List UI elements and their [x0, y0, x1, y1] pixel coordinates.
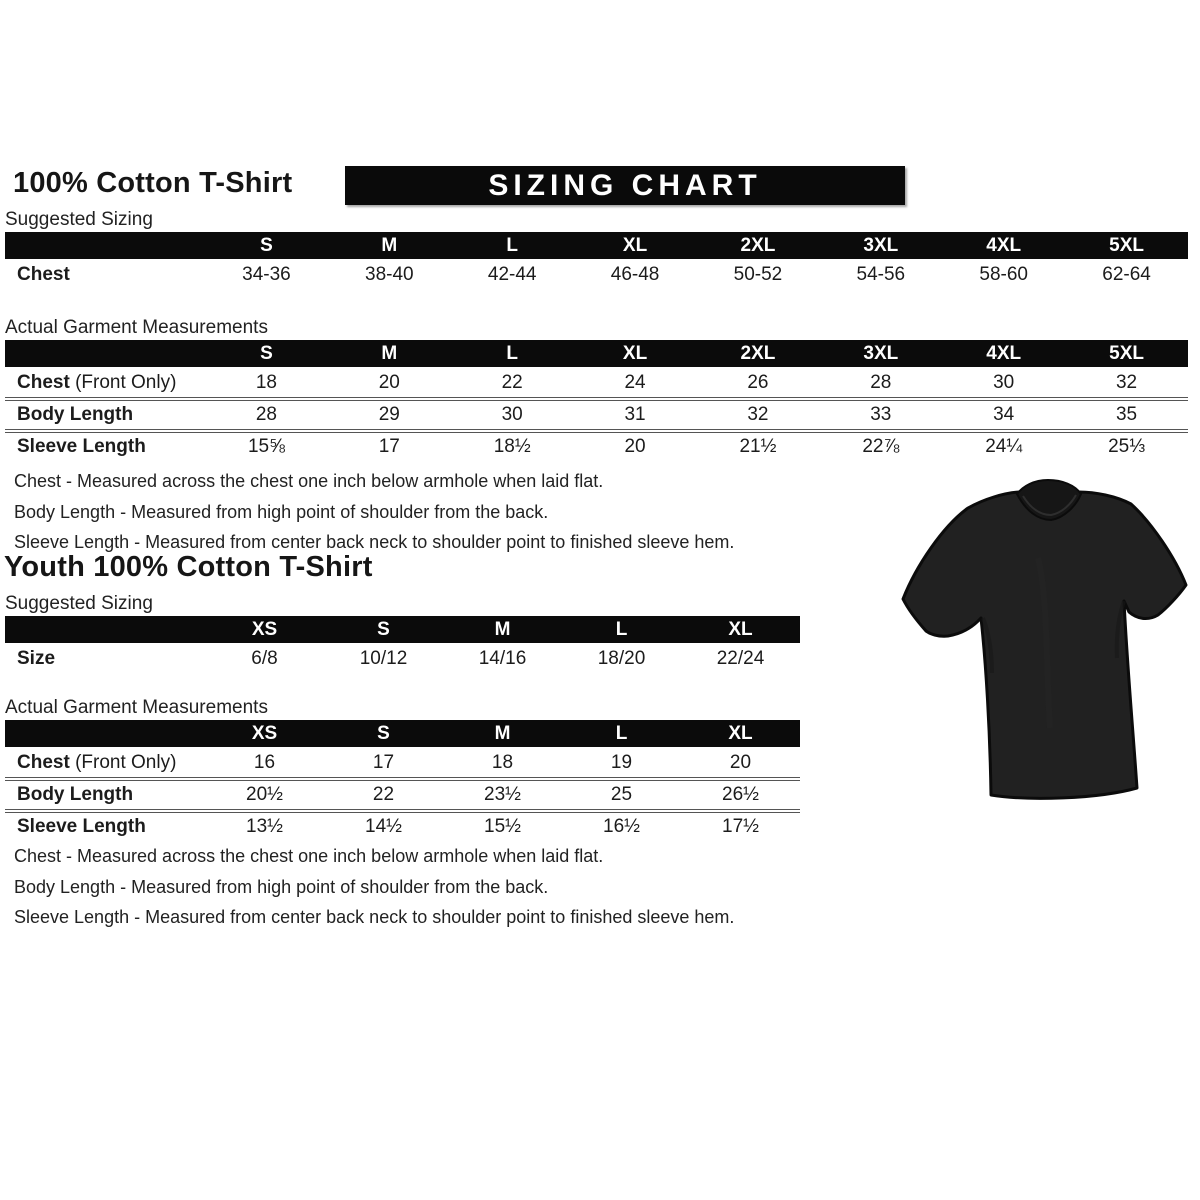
- cell-value: 32: [1065, 368, 1188, 399]
- cell-value: 6/8: [205, 644, 324, 673]
- row-label: Sleeve Length: [5, 431, 205, 461]
- cell-value: 14/16: [443, 644, 562, 673]
- adult-suggested-table: [5, 232, 1188, 289]
- column-header: M: [443, 720, 562, 748]
- adult-title: 100% Cotton T-Shirt: [13, 167, 293, 199]
- cell-value: 23½: [443, 779, 562, 811]
- column-header: 3XL: [819, 232, 942, 260]
- column-header: L: [451, 232, 574, 260]
- cell-value: 29: [328, 399, 451, 431]
- cell-value: 54-56: [819, 260, 942, 289]
- cell-value: 18½: [451, 431, 574, 461]
- adult-suggested-label: Suggested Sizing: [5, 209, 153, 230]
- cell-value: 19: [562, 748, 681, 779]
- cell-value: 18: [443, 748, 562, 779]
- cell-value: 20: [574, 431, 697, 461]
- column-header-spacer: [5, 616, 205, 644]
- cell-value: 10/12: [324, 644, 443, 673]
- column-header: 5XL: [1065, 340, 1188, 368]
- cell-value: 25: [562, 779, 681, 811]
- column-header: XL: [574, 340, 697, 368]
- adult-actual-table: [5, 340, 1188, 461]
- cell-value: 38-40: [328, 260, 451, 289]
- column-header: L: [451, 340, 574, 368]
- column-header: S: [205, 232, 328, 260]
- cell-value: 62-64: [1065, 260, 1188, 289]
- column-header: 2XL: [697, 232, 820, 260]
- column-header: XL: [681, 720, 800, 748]
- cell-value: 21½: [697, 431, 820, 461]
- column-header-spacer: [5, 340, 205, 368]
- measurement-note: Chest - Measured across the chest one inch below armhole when laid flat.: [14, 846, 604, 866]
- measurement-note: Body Length - Measured from high point of shoulder from the back.: [14, 501, 549, 522]
- measurement-note: Sleeve Length - Measured from center back neck to shoulder point to finished sleeve hem.: [14, 907, 735, 927]
- cell-value: 24: [574, 368, 697, 399]
- row-label: Chest (Front Only): [5, 368, 205, 399]
- column-header: 3XL: [819, 340, 942, 368]
- cell-value: 30: [451, 399, 574, 431]
- cell-value: 20: [681, 748, 800, 779]
- column-header: 4XL: [942, 340, 1065, 368]
- cell-value: 13½: [205, 811, 324, 841]
- cell-value: 18/20: [562, 644, 681, 673]
- column-header: S: [324, 616, 443, 644]
- cell-value: 31: [574, 399, 697, 431]
- table-row: [5, 811, 800, 841]
- cell-value: 20: [328, 368, 451, 399]
- cell-value: 33: [819, 399, 942, 431]
- cell-value: 28: [819, 368, 942, 399]
- table-row: [5, 644, 800, 673]
- black-tshirt-graphic: [888, 468, 1200, 820]
- adult-measurement-notes: [14, 466, 734, 558]
- column-header: 2XL: [697, 340, 820, 368]
- table-row: [5, 399, 1188, 431]
- cell-value: 20½: [205, 779, 324, 811]
- cell-value: 16: [205, 748, 324, 779]
- column-header: XL: [681, 616, 800, 644]
- youth-actual-label: Actual Garment Measurements: [5, 697, 268, 718]
- cell-value: 50-52: [697, 260, 820, 289]
- cell-value: 18: [205, 368, 328, 399]
- adult-actual-label: Actual Garment Measurements: [5, 317, 268, 338]
- cell-value: 22: [451, 368, 574, 399]
- cell-value: 58-60: [942, 260, 1065, 289]
- cell-value: 22: [324, 779, 443, 811]
- cell-value: 15½: [443, 811, 562, 841]
- cell-value: 42-44: [451, 260, 574, 289]
- table-row: [5, 260, 1188, 289]
- row-label: Size: [5, 644, 205, 673]
- measurement-note: Body Length - Measured from high point of shoulder from the back.: [14, 876, 549, 897]
- column-header: 5XL: [1065, 232, 1188, 260]
- cell-value: 17: [324, 748, 443, 779]
- column-header: 4XL: [942, 232, 1065, 260]
- cell-value: 22⅞: [819, 431, 942, 461]
- column-header: XL: [574, 232, 697, 260]
- measurement-note: Sleeve Length - Measured from center back neck to shoulder point to finished sleeve hem.: [14, 532, 735, 552]
- column-header: XS: [205, 616, 324, 644]
- table-row: [5, 431, 1188, 461]
- row-label: Sleeve Length: [5, 811, 205, 841]
- youth-suggested-label: Suggested Sizing: [5, 593, 153, 614]
- cell-value: 17½: [681, 811, 800, 841]
- youth-measurement-notes: [14, 841, 734, 933]
- cell-value: 35: [1065, 399, 1188, 431]
- row-label: Body Length: [5, 779, 205, 811]
- cell-value: 34: [942, 399, 1065, 431]
- cell-value: 16½: [562, 811, 681, 841]
- cell-value: 17: [328, 431, 451, 461]
- column-header-spacer: [5, 720, 205, 748]
- cell-value: 32: [697, 399, 820, 431]
- table-row: [5, 748, 800, 779]
- cell-value: 26½: [681, 779, 800, 811]
- sizing-chart-banner: SIZING CHART: [345, 166, 905, 205]
- youth-actual-table: [5, 720, 800, 841]
- column-header-spacer: [5, 232, 205, 260]
- row-label: Chest (Front Only): [5, 748, 205, 779]
- measurement-note: Chest - Measured across the chest one inch below armhole when laid flat.: [14, 471, 604, 491]
- cell-value: 30: [942, 368, 1065, 399]
- cell-value: 26: [697, 368, 820, 399]
- tshirt-photo: [888, 468, 1200, 820]
- column-header: L: [562, 720, 681, 748]
- column-header: S: [324, 720, 443, 748]
- cell-value: 46-48: [574, 260, 697, 289]
- column-header: M: [328, 340, 451, 368]
- column-header: XS: [205, 720, 324, 748]
- cell-value: 15⅝: [205, 431, 328, 461]
- column-header: M: [328, 232, 451, 260]
- cell-value: 24¼: [942, 431, 1065, 461]
- youth-title: Youth 100% Cotton T-Shirt: [4, 551, 373, 583]
- youth-suggested-table: [5, 616, 800, 673]
- column-header: M: [443, 616, 562, 644]
- row-label: Body Length: [5, 399, 205, 431]
- cell-value: 25⅓: [1065, 431, 1188, 461]
- cell-value: 14½: [324, 811, 443, 841]
- column-header: L: [562, 616, 681, 644]
- table-row: [5, 368, 1188, 399]
- cell-value: 28: [205, 399, 328, 431]
- row-label: Chest: [5, 260, 205, 289]
- cell-value: 22/24: [681, 644, 800, 673]
- cell-value: 34-36: [205, 260, 328, 289]
- table-row: [5, 779, 800, 811]
- column-header: S: [205, 340, 328, 368]
